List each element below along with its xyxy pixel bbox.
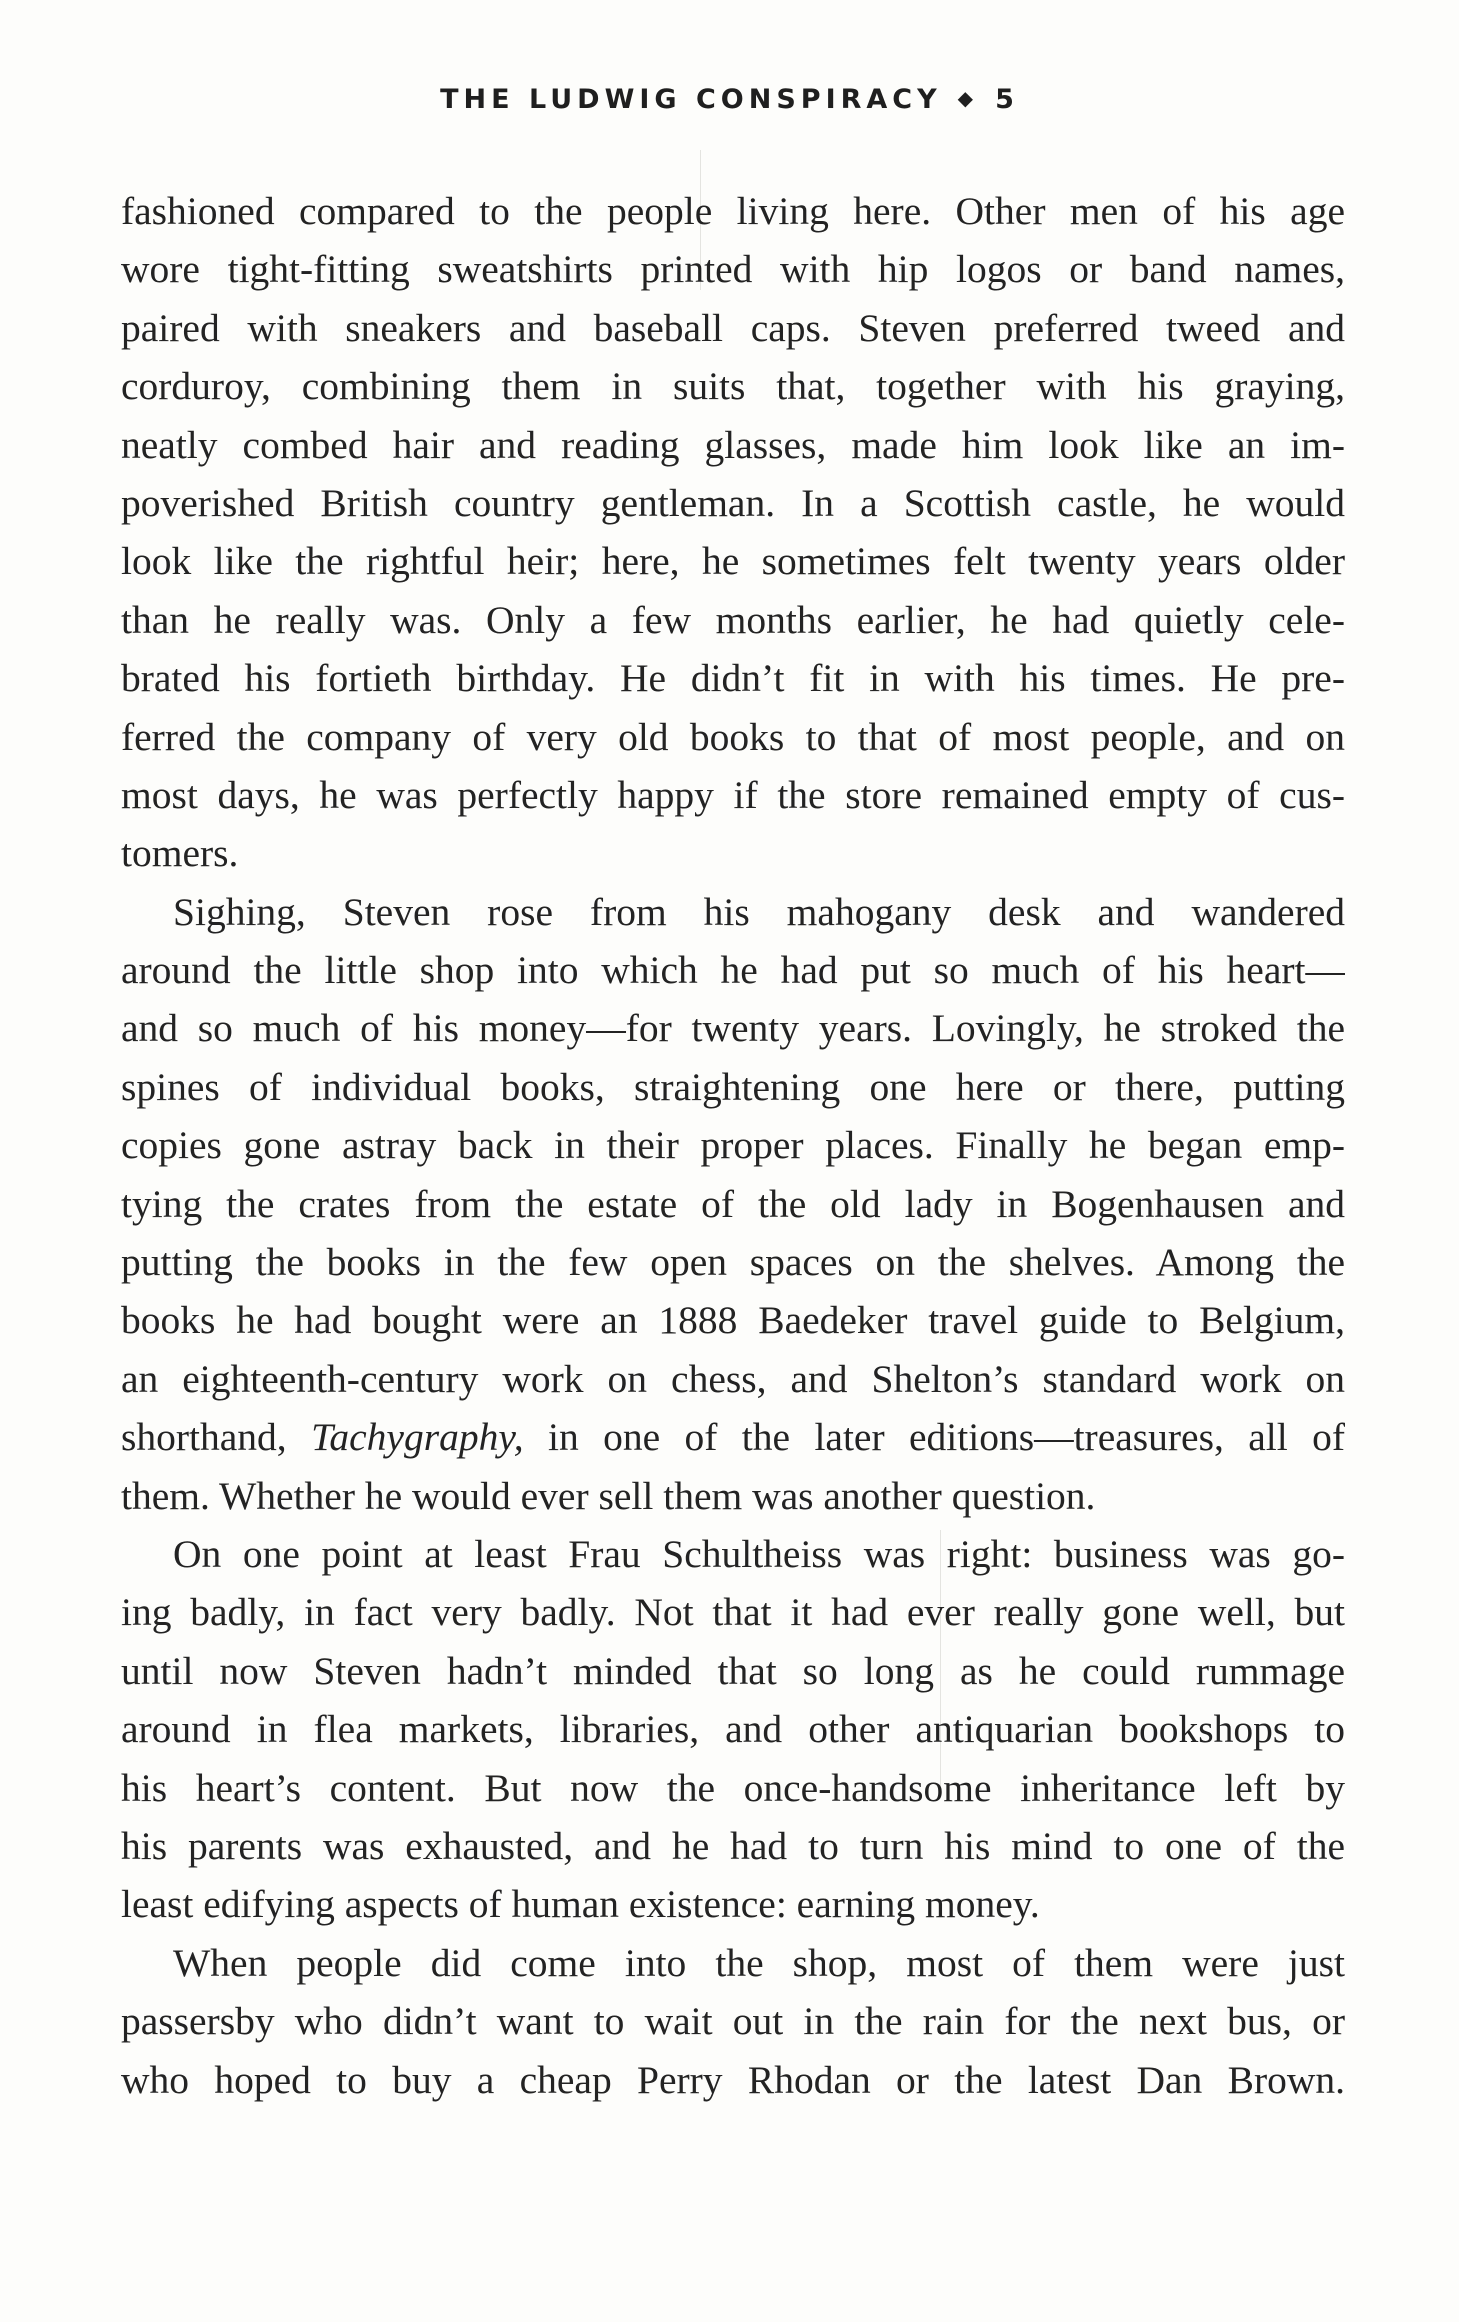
text-line: his heart’s content. But now the once-handsome inheritance left by <box>121 1765 1345 1810</box>
text-line-with-italic <box>121 1408 1345 1466</box>
text-line: poverished British country gentleman. In a Scottish castle, he would <box>121 480 1345 525</box>
diamond-separator-icon: ◆ <box>957 86 974 110</box>
text-line: his parents was exhausted, and he had to turn his mind to one of the <box>121 1823 1345 1868</box>
text-line: ing badly, in fact very badly. Not that it had ever really gone well, but <box>121 1590 1345 1635</box>
text-line: books he had bought were an 1888 Baedeker travel guide to Belgium, <box>121 1298 1345 1343</box>
text-line: neatly combed hair and reading glasses, made him look like an im- <box>121 422 1345 467</box>
text-line: paired with sneakers and baseball caps. Steven preferred tweed and <box>121 305 1345 350</box>
text-fragment: in one of the later editions—treasures, all of <box>523 1415 1345 1460</box>
text-line: look like the rightful heir; here, he sometimes felt twenty years older <box>121 539 1345 584</box>
paragraph-first-line: On one point at least Frau Schultheiss was right: business was go- <box>173 1531 1345 1576</box>
text-line: passersby who didn’t want to wait out in the rain for the next bus, or <box>121 1999 1345 2044</box>
text-line: than he really was. Only a few months earlier, he had quietly cele- <box>121 597 1345 642</box>
text-line: corduroy, combining them in suits that, together with his graying, <box>121 364 1345 409</box>
text-line: spines of individual books, straightening one here or there, putting <box>121 1064 1345 1109</box>
text-line: wore tight-fitting sweatshirts printed with hip logos or band names, <box>121 247 1345 292</box>
paragraph-first-line: When people did come into the shop, most of them were just <box>173 1940 1345 1985</box>
text-line: most days, he was perfectly happy if the store remained empty of cus- <box>121 772 1345 817</box>
text-line: who hoped to buy a cheap Perry Rhodan or the latest Dan Brown. <box>121 2057 1345 2102</box>
body-text <box>121 182 1345 2109</box>
text-line: around in flea markets, libraries, and other antiquarian bookshops to <box>121 1707 1345 1752</box>
page-number: 5 <box>995 84 1019 115</box>
text-line: them. Whether he would ever sell them was another question. <box>121 1473 1096 1518</box>
text-line: putting the books in the few open spaces on the shelves. Among the <box>121 1240 1345 1285</box>
text-line: until now Steven hadn’t minded that so long as he could rummage <box>121 1648 1345 1693</box>
text-line: and so much of his money—for twenty years. Lovingly, he stroked the <box>121 1006 1345 1051</box>
text-line: copies gone astray back in their proper places. Finally he began emp- <box>121 1123 1345 1168</box>
text-line: fashioned compared to the people living here. Other men of his age <box>121 189 1345 233</box>
text-line: tying the crates from the estate of the old lady in Bogenhausen and <box>121 1181 1345 1226</box>
running-head <box>0 84 1459 115</box>
text-line: brated his fortieth birthday. He didn’t fit in with his times. He pre- <box>121 656 1345 701</box>
text-fragment: shorthand, <box>121 1415 312 1460</box>
italic-book-title: Tachygraphy, <box>311 1415 524 1460</box>
text-line: around the little shop into which he had put so much of his heart— <box>121 948 1345 993</box>
text-line: an eighteenth-century work on chess, and Shelton’s standard work on <box>121 1356 1345 1401</box>
text-line: ferred the company of very old books to that of most people, and on <box>121 714 1345 759</box>
paragraph-first-line: Sighing, Steven rose from his mahogany desk and wandered <box>173 889 1345 934</box>
book-title: THE LUDWIG CONSPIRACY <box>440 84 942 115</box>
text-line: tomers. <box>121 831 239 876</box>
text-line: least edifying aspects of human existence: earning money. <box>121 1882 1040 1927</box>
